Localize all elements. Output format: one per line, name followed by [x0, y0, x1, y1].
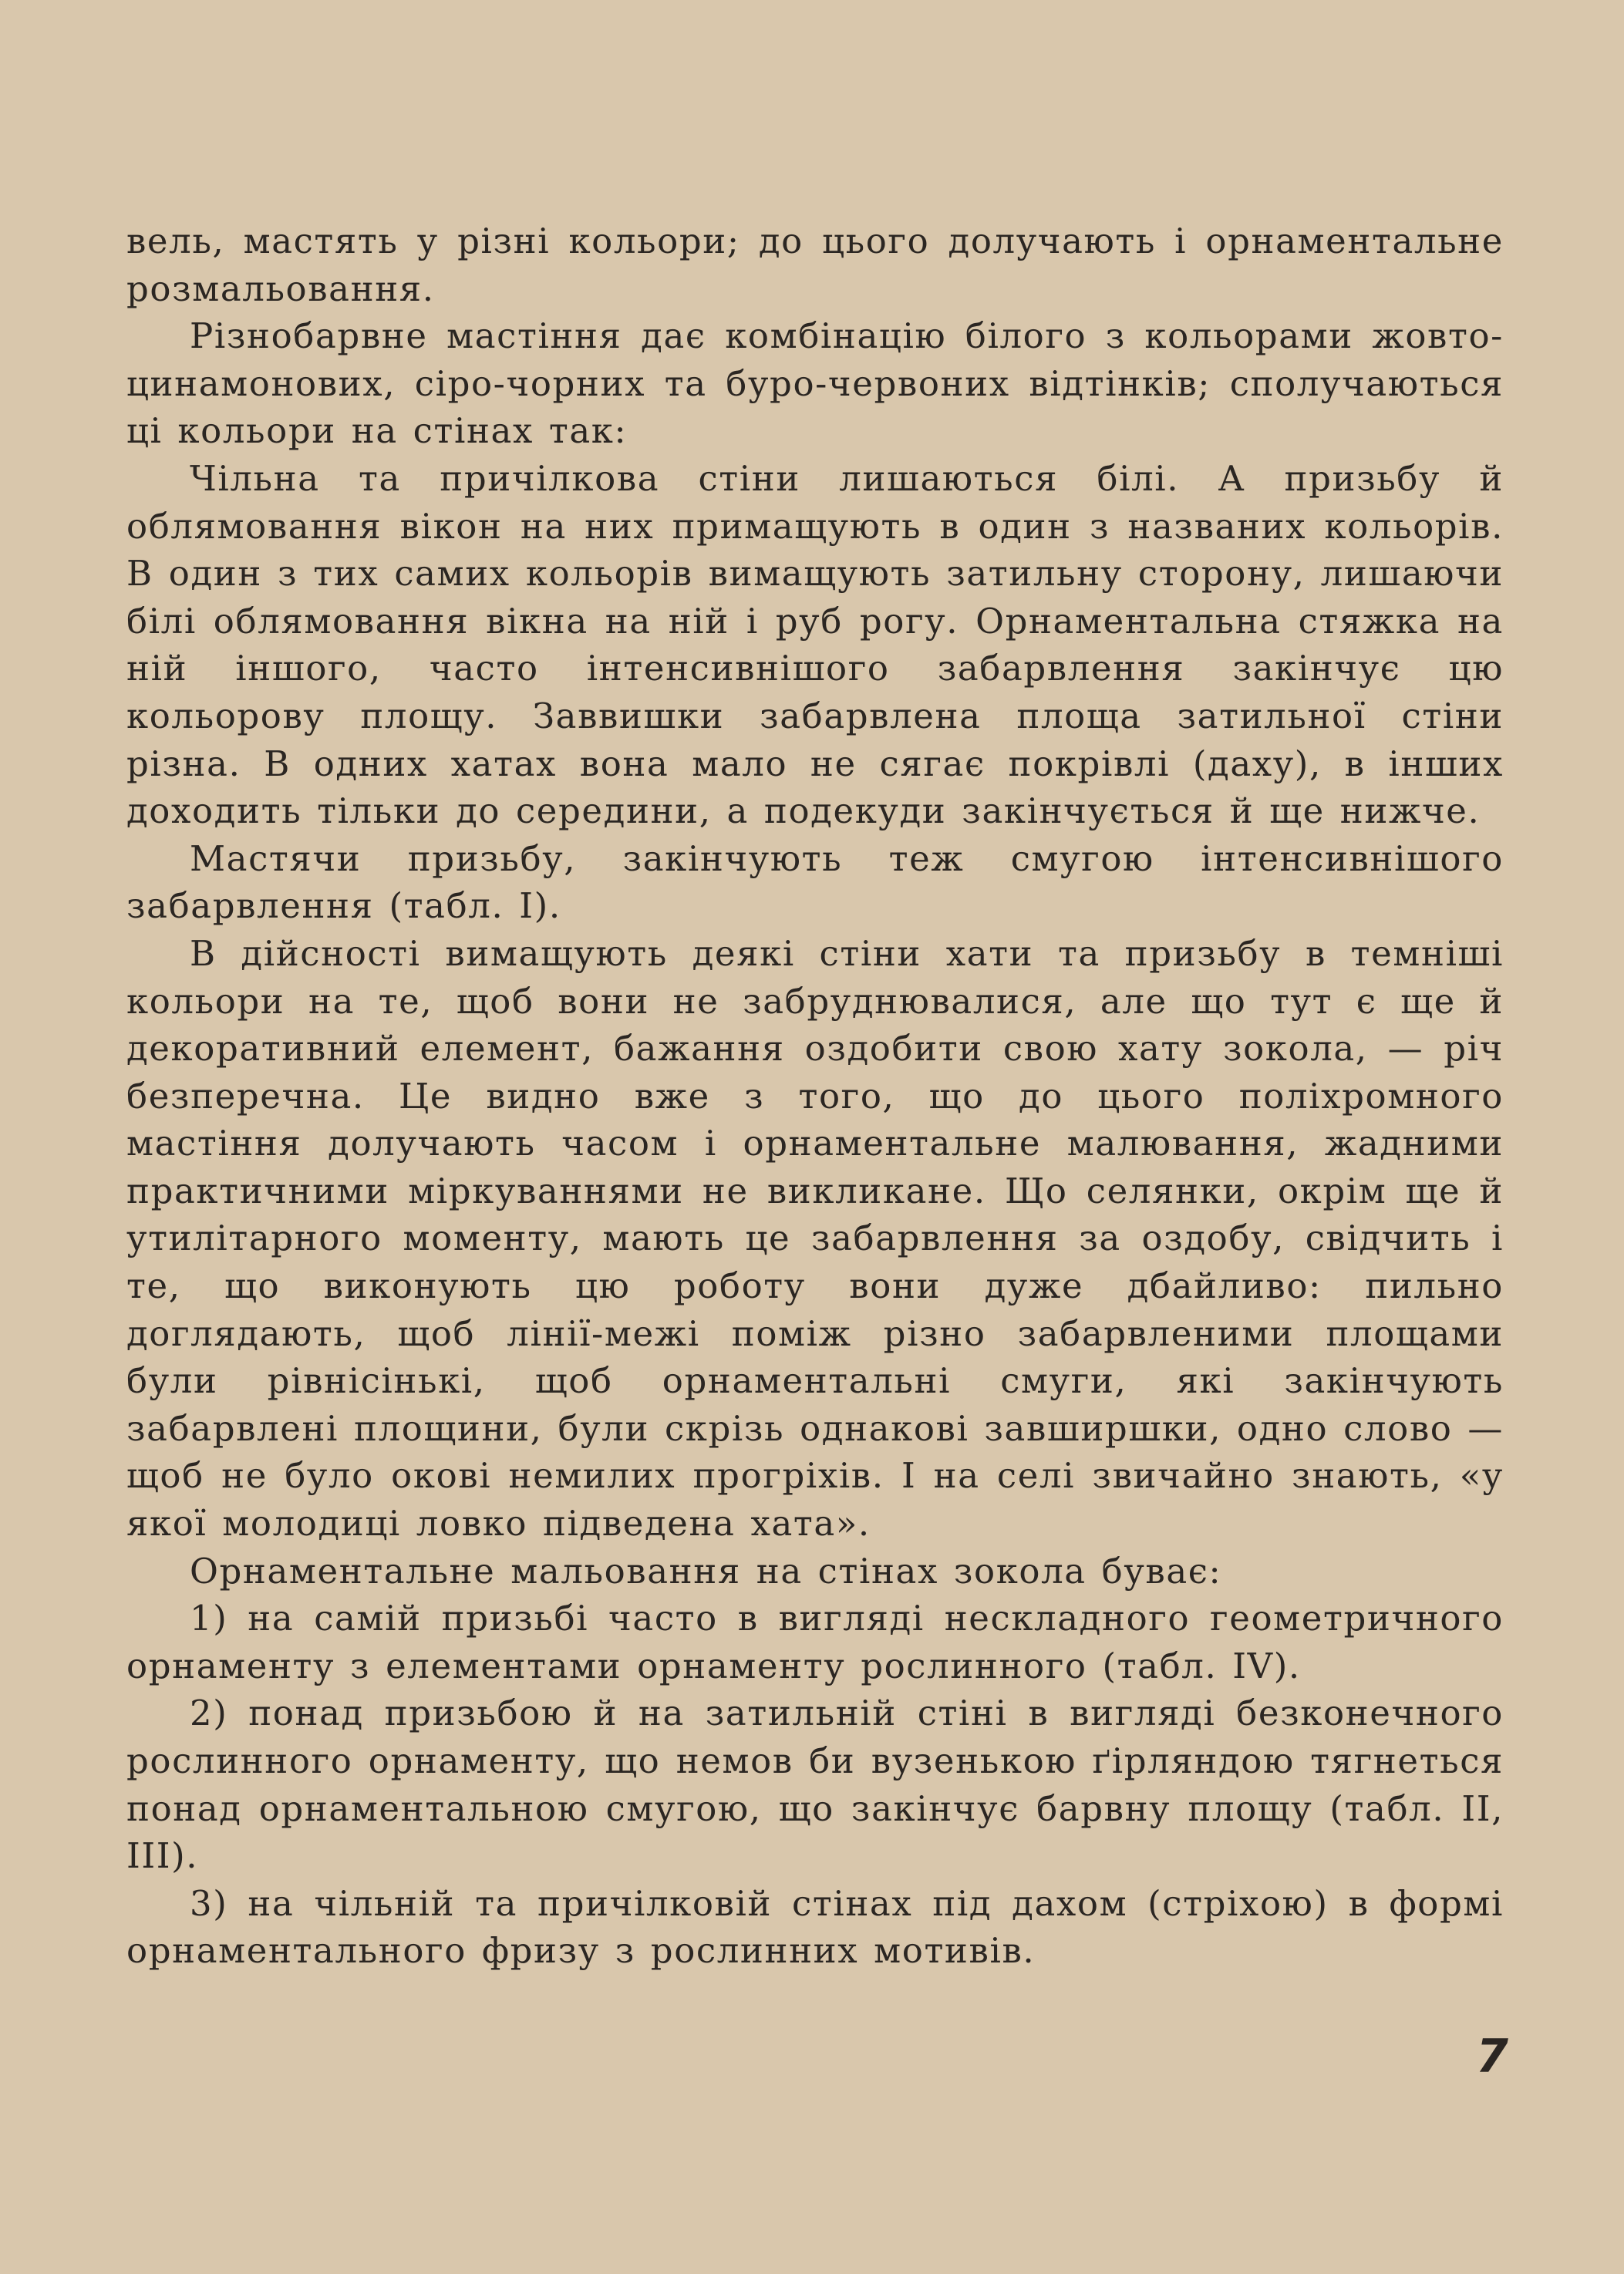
paragraph-decorative-element: В дійсності вимащують деякі стіни хати та призьбу в темніші кольори на те, щоб вони не забруднювалися, але що тут є ще й декоративний елемент, бажання оздобити свою хату зокола, — річ безперечна. Це видно вже з того, що до цього поліхромного мастіння долучають часом і орнаментальне малювання, жадними практичними міркуваннями не викликане. Що селянки, окрім ще й утилітарного моменту, мають це забарвлення за оздобу, свідчить і те, що виконують цю роботу вони дуже дбайливо: пильно доглядають, щоб лінії-межі поміж різно забарвленими площами були рівнісінькі, щоб орнаментальні смуги, які закінчують забарвлені площини, були скрізь однакові завширшки, одно слово — щоб не було окові немилих прогріхів. І на селі звичайно знають, «у якої молодиці ловко підведена хата».	[126, 932, 1504, 1545]
list-item-2: 2) понад призьбою й на затильній стіні в вигляді безконечного рослинного орнаменту, що немов би вузенькою ґірляндою тягнеться понад орнаментальною смугою, що закінчує барвну площу (табл. II, III).	[126, 1693, 1504, 1877]
paragraph-wall-painting: Чільна та причілкова стіни лишаються білі. А призьбу й облямовання вікон на них примащують в один з названих кольорів. В один з тих самих кольорів вимащують затильну сторону, лишаючи білі облямовання вікна на ній і руб рогу. Орнаментальна стяжка на ній іншого, часто інтенсивнішого забарвлення закінчує цю кольорову площу. Заввишки забарвлена площа затильної стіни різна. В одних хатах вона мало не сягає покрівлі (даху), в інших доходить тільки до середини, а подекуди закінчується й ще нижче.	[126, 457, 1504, 832]
list-item-1: 1) на самій призьбі часто в вигляді нескладного геометричного орнаменту з елементами орнаменту рослинного (табл. IV).	[126, 1598, 1504, 1686]
list-item-3: 3) на чільній та причілковій стінах під дахом (стріхою) в формі орнаментального фризу з рослинних мотивів.	[126, 1882, 1504, 1972]
paragraph-continuation: вель, мастять у різні кольори; до цього долучають і орнаментальне розмальовання.	[126, 221, 1504, 309]
body-text	[126, 217, 1504, 1975]
paragraph-color-combination: Різнобарвне мастіння дає комбінацію білого з кольорами жовто-цинамонових, сіро-чорних та буро-червоних відтінків; сполучаються ці кольори на стінах так:	[126, 315, 1504, 452]
paragraph-prysba: Мастячи призьбу, закінчують теж смугою інтенсивнішого забарвлення (табл. I).	[126, 837, 1504, 927]
paragraph-ornament-intro: Орнаментальне мальовання на стінах зокола буває:	[190, 1550, 1222, 1592]
page-number: 7	[1476, 2030, 1508, 2084]
